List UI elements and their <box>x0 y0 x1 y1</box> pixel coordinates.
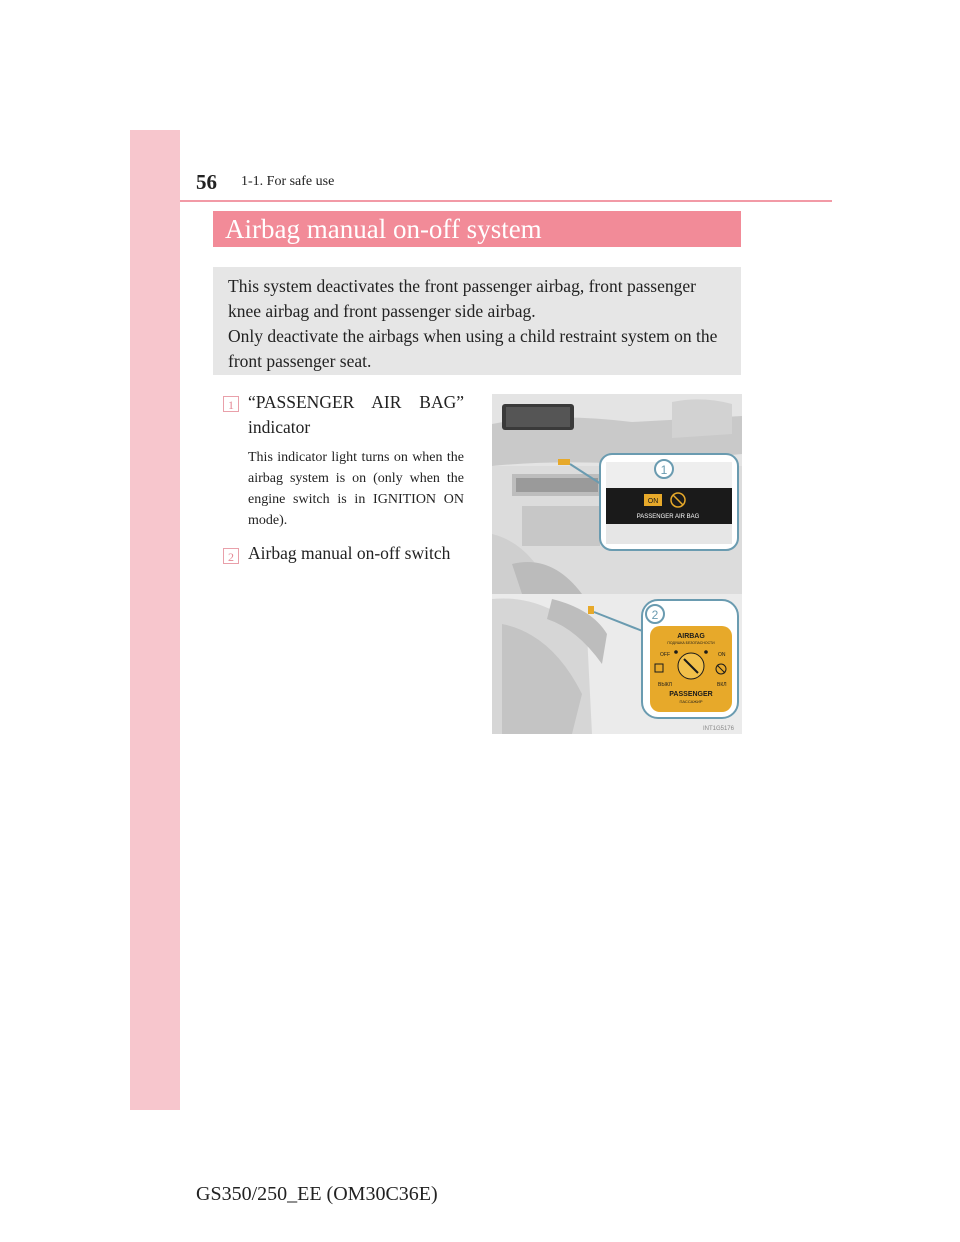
item-2-title: Airbag manual on-off switch <box>248 543 451 563</box>
side-tab <box>130 130 180 1110</box>
item-1-title-line2: indicator <box>248 417 311 437</box>
callout-1: 1 <box>660 463 668 477</box>
switch-on-label: ON <box>718 652 726 658</box>
switch-airbag-label: AIRBAG <box>677 633 705 640</box>
switch-airbag-ru: ПОДУШКА БЕЗОПАСНОСТИ <box>667 641 715 645</box>
item-1-title-line1: “PASSENGER AIR BAG” <box>248 392 464 412</box>
switch-passenger-label: PASSENGER <box>669 691 713 698</box>
intro-box <box>213 267 741 375</box>
intro-text-2: Only deactivate the airbags when using a child restraint system on the front passenger seat. <box>228 326 718 371</box>
page-title: Airbag manual on-off system <box>213 211 741 247</box>
intro-text-1: This system deactivates the front passenger airbag, front passenger knee airbag and front passenger side airbag. <box>228 276 696 321</box>
image-code: INT1G5176 <box>702 726 734 732</box>
dashboard-illustration <box>492 394 742 734</box>
indicator-on-label: ON <box>647 498 659 505</box>
item-marker-1: 1 <box>223 396 239 412</box>
page-number: 56 <box>196 170 217 194</box>
switch-on-ru: ВКЛ <box>717 682 727 688</box>
footer-model-code: GS350/250_EE (OM30C36E) <box>196 1183 438 1205</box>
switch-off-ru: ВЫКЛ <box>658 682 672 688</box>
switch-passenger-ru: ПАССАЖИР <box>679 699 703 704</box>
section-label: 1-1. For safe use <box>241 174 335 189</box>
item-1-description: This indicator light turns on when the airbag system is on (only when the engine switch is in IGNITION ON mode). <box>248 450 464 528</box>
header-divider <box>180 200 832 202</box>
item-marker-2: 2 <box>223 548 239 564</box>
indicator-text: PASSENGER AIR BAG <box>636 514 700 520</box>
switch-off-label: OFF <box>660 652 670 658</box>
callout-2: 2 <box>651 608 659 622</box>
